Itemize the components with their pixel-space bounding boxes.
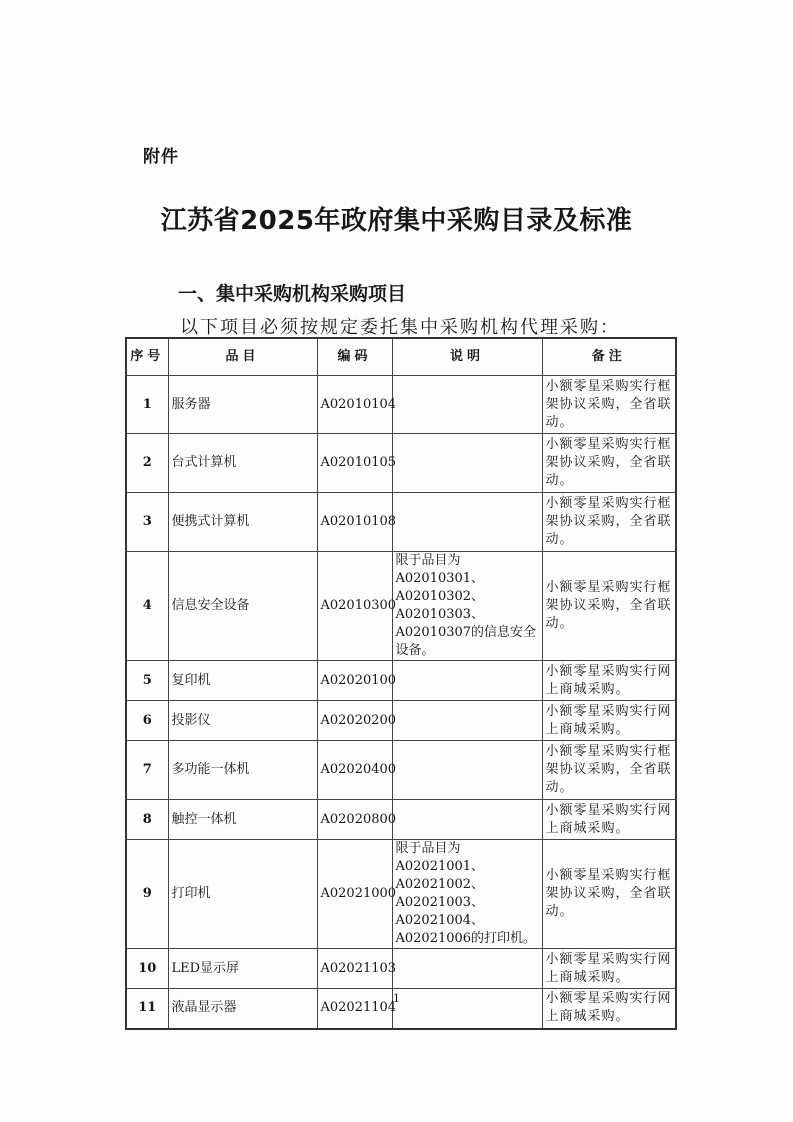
row-desc <box>392 741 542 800</box>
header-item: 品目 <box>168 338 317 376</box>
row-seq: 10 <box>126 949 168 989</box>
table-row <box>126 376 676 434</box>
table-row <box>126 741 676 800</box>
row-item: 多功能一体机 <box>168 741 317 800</box>
row-code: A02010104 <box>317 376 392 434</box>
table-row <box>126 552 676 661</box>
row-seq: 5 <box>126 661 168 701</box>
row-code: A02010108 <box>317 493 392 552</box>
row-item: 触控一体机 <box>168 800 317 840</box>
row-note: 小额零星采购实行网上商城采购。 <box>542 949 676 989</box>
row-note: 小额零星采购实行框架协议采购，全省联动。 <box>542 493 676 552</box>
row-desc: 限于品目为A02010301、A02010302、A02010303、A02010307的信息安全设备。 <box>392 552 542 661</box>
intro-text: 以下项目必须按规定委托集中采购机构代理采购： <box>180 317 620 338</box>
table-row <box>126 949 676 989</box>
row-desc <box>392 949 542 989</box>
row-seq: 6 <box>126 701 168 741</box>
row-seq: 9 <box>126 840 168 949</box>
row-note: 小额零星采购实行网上商城采购。 <box>542 661 676 701</box>
page-number: 1 <box>393 992 400 1005</box>
row-seq: 1 <box>126 376 168 434</box>
row-code: A02010300 <box>317 552 392 661</box>
table-row <box>126 661 676 701</box>
row-seq: 7 <box>126 741 168 800</box>
row-code: A02021104 <box>317 989 392 1029</box>
row-code: A02021103 <box>317 949 392 989</box>
row-code: A02021000 <box>317 840 392 949</box>
row-item: 便携式计算机 <box>168 493 317 552</box>
row-seq: 3 <box>126 493 168 552</box>
row-desc <box>392 661 542 701</box>
row-note: 小额零星采购实行框架协议采购，全省联动。 <box>542 376 676 434</box>
row-note: 小额零星采购实行网上商城采购。 <box>542 800 676 840</box>
header-code: 编码 <box>317 338 392 376</box>
row-item: 打印机 <box>168 840 317 949</box>
row-note: 小额零星采购实行框架协议采购，全省联动。 <box>542 840 676 949</box>
header-desc: 说明 <box>392 338 542 376</box>
table-row <box>126 493 676 552</box>
row-desc <box>392 434 542 493</box>
row-desc <box>392 493 542 552</box>
row-seq: 11 <box>126 989 168 1029</box>
row-code: A02020200 <box>317 701 392 741</box>
table-row <box>126 434 676 493</box>
section-heading: 一、集中采购机构采购项目 <box>178 283 407 305</box>
row-item: 台式计算机 <box>168 434 317 493</box>
row-item: 液晶显示器 <box>168 989 317 1029</box>
row-seq: 4 <box>126 552 168 661</box>
row-note: 小额零星采购实行网上商城采购。 <box>542 701 676 741</box>
row-code: A02020100 <box>317 661 392 701</box>
row-desc: 限于品目为A02021001、A02021002、A02021003、A02021004、A02021006的打印机。 <box>392 840 542 949</box>
row-code: A02020800 <box>317 800 392 840</box>
row-item: 服务器 <box>168 376 317 434</box>
row-note: 小额零星采购实行网上商城采购。 <box>542 989 676 1029</box>
header-seq: 序号 <box>126 338 168 376</box>
row-seq: 8 <box>126 800 168 840</box>
row-code: A02020400 <box>317 741 392 800</box>
row-code: A02010105 <box>317 434 392 493</box>
row-desc <box>392 376 542 434</box>
table-row <box>126 840 676 949</box>
row-desc <box>392 701 542 741</box>
page-title: 江苏省2025年政府集中采购目录及标准 <box>160 206 633 236</box>
row-item: LED显示屏 <box>168 949 317 989</box>
row-note: 小额零星采购实行框架协议采购，全省联动。 <box>542 434 676 493</box>
header-note: 备注 <box>542 338 676 376</box>
row-note: 小额零星采购实行框架协议采购，全省联动。 <box>542 552 676 661</box>
row-item: 信息安全设备 <box>168 552 317 661</box>
attachment-label: 附件 <box>143 147 179 167</box>
table-row <box>126 701 676 741</box>
row-item: 复印机 <box>168 661 317 701</box>
row-seq: 2 <box>126 434 168 493</box>
procurement-catalog-table <box>125 337 677 1030</box>
table-header-row <box>126 338 676 376</box>
row-desc <box>392 800 542 840</box>
row-note: 小额零星采购实行框架协议采购，全省联动。 <box>542 741 676 800</box>
table-row <box>126 800 676 840</box>
row-item: 投影仪 <box>168 701 317 741</box>
